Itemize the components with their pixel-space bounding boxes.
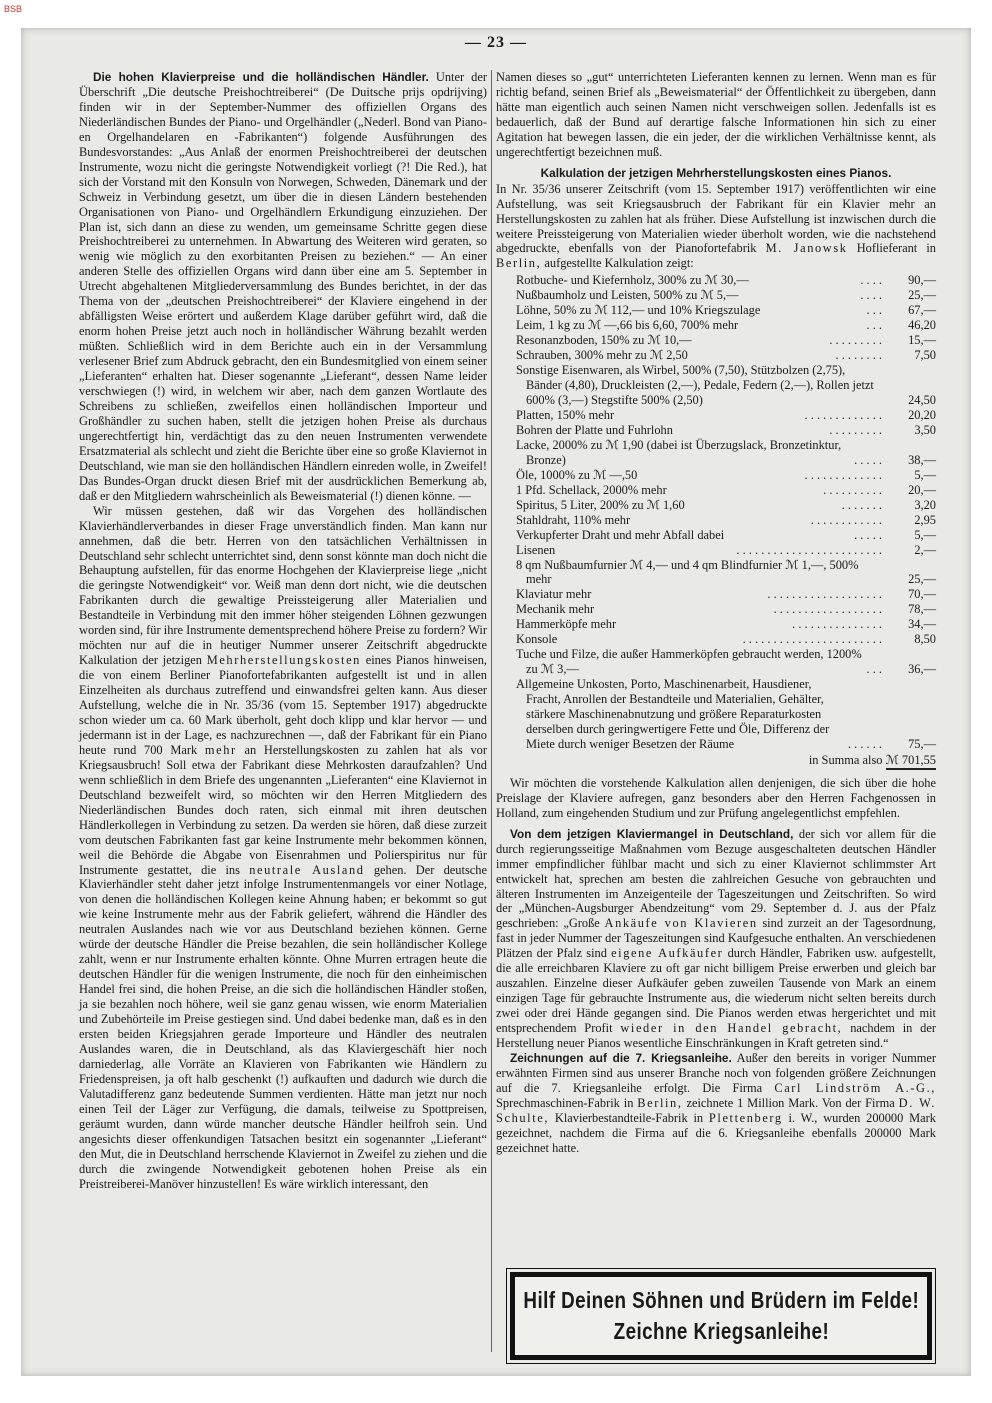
cost-value: 20,20: [908, 407, 936, 422]
cost-label: Schrauben, 300% mehr zu ℳ 2,50: [516, 348, 688, 363]
cost-row: Stahldraht, 110% mehr . . . . . . . . . . . . 2,95: [516, 512, 936, 527]
left-column: [79, 70, 487, 1191]
cost-label: Verkupferter Draht und mehr Abfall dabei: [516, 527, 725, 542]
calculation-intro: [496, 182, 936, 272]
article-heading: Zeichnungen auf die 7. Kriegsanleihe.: [510, 1051, 732, 1065]
total-value: ℳ 701,55: [886, 753, 936, 770]
cost-label: Hammerköpfe mehr: [516, 617, 617, 632]
article-text: Wir müssen gestehen, daß wir das Vorgehen des holländischen Klavierhändlerverbandes in dieser Frage unverständlich finden. Man kann nur annehmen, daß die betr. Herren von den tatsächlichen Verhältnissen in Deutschland sehr schlecht unterrichtet sind, denn sonst könnte man doch nicht die Behauptung aufstellen, für das enorme Hochgehen der Klavierpreise liege „nicht die geringste Notwendigkeit“ vor. Weiß man denn dort nicht, wie die deutschen Fabrikanten durch die gewaltige Preissteigerung aller Materialien und Bestandteile in Verbindung mit den immer höher steigenden Löhnen gezwungen worden sind, für ihre Instrumente dementsprechend höhere Preise zu fordern? Wir möchten nur auf die in heutiger Nummer unserer Zeitschrift abgedruckte Kalkulation der jetzigen: [79, 503, 487, 668]
war-loan-banner: [510, 1272, 932, 1360]
cost-value: 34,—: [908, 617, 936, 632]
article-paragraph: [79, 504, 487, 1192]
cost-row: Klaviatur mehr . . . . . . . . . . . . . . . . . . . 70,—: [516, 587, 936, 602]
cost-value: 3,50: [914, 422, 936, 437]
cost-label: Lisenen: [516, 542, 556, 557]
cost-value: 90,—: [908, 273, 936, 288]
cost-label: Lacke, 2000% zu ℳ 1,90 (dabei ist Überzugslack, Bronzetinktur, Bronze): [516, 437, 842, 467]
cost-row: Allgemeine Unkosten, Porto, Maschinenarbeit, Hausdiener, Fracht, Anrollen der Bestandteile und Materialien, Gehälter, stärkere Maschinenabnutzung und größere Reparaturkosten derselben durch geringwertigere Fette und Öle, Differenz der Miete durch weniger Besetzen der Räume . . . . . . 75,—: [516, 677, 936, 751]
calculation-recommendation: Wir möchten die vorstehende Kalkulation allen denjenigen, die sich über die hohe Preislage der Klaviere aufregen, ganz besonders aber den Herren Fachgenossen in Holland, zum eingehenden Studium und zur Prüfung angelegentlichst empfehlen.: [496, 775, 936, 820]
article-text: eines Pianos hinweisen, die von einem Berliner Pianofortefabrikanten aufgestellt ist und in allen Einzelheiten als durchaus zutreffend und einwandsfrei gelten kann. Aus dieser Aufstellung, welche die in Nr. 35/36 (vom 15. September 1917) abgedruckte schon wieder um ca. 60 Mark überholt, geht doch klipp und klar hervor — und jedermann ist in der Lage, es nachzurechnen —, daß der Fabrikant für ein Piano heute rund 700 Mark: [79, 653, 487, 757]
cost-value: 78,—: [908, 602, 936, 617]
manufacturer-name: M. Janowsk: [765, 241, 848, 256]
city-name: Berlin,: [637, 1095, 683, 1110]
banner-line-1: Hilf Deinen Söhnen und Brüdern im Felde!: [523, 1287, 919, 1313]
banner-line-2: Zeichne Kriegsanleihe!: [613, 1318, 829, 1344]
cost-label: Rotbuche- und Kiefernholz, 300% zu ℳ 30,—: [516, 273, 749, 288]
cost-value: 25,—: [908, 572, 936, 587]
cost-label: Stahldraht, 110% mehr: [516, 512, 631, 527]
cost-row: [516, 558, 936, 588]
cost-label: Resonanzboden, 150% zu ℳ 10,—: [516, 333, 692, 348]
article-text: i. W., wurden 200000 Mark gezeichnet, nachdem die Firma auf die 6. Kriegsanleihe ebenfalls 200000 Mark gezeichnet hatte.: [496, 1110, 936, 1155]
cost-row: Verkupferter Draht und mehr Abfall dabei . . . . . 5,—: [516, 527, 936, 542]
cost-label: 8 qm Nußbaumfurnier ℳ 4,— und 4 qm Blindfurnier ℳ 1,—, 500% mehr: [516, 557, 859, 587]
article-text: durch Händler, Fabriken usw. aufgestellt, die alle erreichbaren Klaviere zu oft gar nicht billigem Preise erwerben und gleich bar auszahlen. Einzelne dieser Aufkäufer geben zuweilen Tausende von Mark an einem einzigen Tage für gebrauchte Instrumente aus, die wiederum nicht selten bereits durch zwei oder drei Hände gegangen sind. Die Pianos werden etwas hergerichtet und mit entsprechendem Profit: [496, 946, 936, 1036]
article-text: der sich vor allem für die durch regierungsseitige Maßnahmen vom Bezuge ausgeschalteten deutschen Händler immer empfindlicher fühlbar macht und sich zu einer Klaviernot schlimmster Art entwickelt hat, sprechen am besten die zahlreichen Gesuche von gebrauchten und älteren Instrumenten im Anzeigenteile der Tageszeitungen und Zeitschriften. So wird der „München-Augsburger Abendzeitung“ vom 29. September d. J. aus der Pfalz geschrieben: „Große: [496, 826, 936, 931]
cost-label: Mechanik mehr: [516, 602, 595, 617]
cost-label: Öle, 1000% zu ℳ —,50: [516, 467, 638, 482]
firm-name: D. W. Schulte,: [496, 1095, 936, 1125]
article-text: Hoflieferant in: [856, 241, 936, 256]
emphasized-text: Ankäufe von Klavieren: [604, 916, 758, 931]
cost-row: Löhne, 50% zu ℳ 112,— und 10% Kriegszulage . . . 67,—: [516, 303, 936, 318]
cost-value: 7,50: [914, 348, 936, 363]
article-text: nachdem in der Herstellung neuer Pianos wesentliche Einschränkungen in Kraft getreten sind.“: [496, 1021, 936, 1051]
article-text: sind zurzeit an der Tagesordnung, fast in jeder Nummer der Tageszeitungen sind Kaufgesuche enthalten. An verschiedenen Plätzen der Pfalz sind: [496, 916, 936, 961]
article-continuation: Namen dieses so „gut“ unterrichteten Lieferanten kennen zu lernen. Wenn man es für richtig befand, seinen Brief als „Beweismaterial“ der Öffentlichkeit zu übergeben, dann hätte man eigentlich auch seinen Namen nicht verschweigen sollen. Jedenfalls ist es bedauerlich, daß der Bund auf derartige falsche Informationen hin sich zu einer Agitation hat bewegen lassen, die ein jeder, der die wirklichen Verhältnisse kennt, als ungerechtfertigt bezeichnen muß.: [496, 70, 936, 159]
article-heading: Von dem jetzigen Klaviermangel in Deutschland,: [510, 826, 794, 841]
cost-value: 38,—: [908, 452, 936, 467]
cost-value: 46,20: [908, 318, 936, 333]
cost-value: 20,—: [908, 482, 936, 497]
article-kriegsanleihe: [496, 1051, 936, 1156]
cost-label: Allgemeine Unkosten, Porto, Maschinenarbeit, Hausdiener, Fracht, Anrollen der Bestandteile und Materialien, Gehälter, stärkere Maschinenabnutzung und größere Reparaturkosten derselben durch geringwertigere Fette und Öle, Differenz der Miete durch weniger Besetzen der Räume: [516, 677, 830, 751]
article-klavierpreise: [79, 70, 487, 504]
cost-row: Mechanik mehr . . . . . . . . . . . . . . . . . . 78,—: [516, 602, 936, 617]
cost-label: 1 Pfd. Schellack, 2000% mehr: [516, 482, 667, 497]
article-text: aufgestellte Kalkulation zeigt:: [544, 256, 694, 271]
cost-row: Leim, 1 kg zu ℳ —,66 bis 6,60, 700% mehr . . . 46,20: [516, 318, 936, 333]
cost-value: 5,—: [914, 467, 936, 482]
article-text: Unter der Überschrift „Die deutsche Preishochtreiberei“ (De Duitsche prijs opdrijving) finden wir in der September-Nummer des offiziellen Organs des Niederländischen Bundes der Piano- und Orgelhändler („Nederl. Bond van Piano- en Orgelhandelaren en -Fabrikanten“) folgende Ausführungen des Bundesvorstandes: „Aus Anlaß der enormen Preishochtreiberei der deutschen Instrumente, wozu nicht die geringste Notwendigkeit vorliegt (?! Die Red.), hat sich der Vorstand mit den Konsuln von Norwegen, Schweden, Dänemark und der Schweiz in Verbindung gesetzt, um über die in diesen Ländern bestehenden Organisationen von Piano- und Orgelhändlern Erkundigung einzuziehen. Der Plan ist, sich dann an diese zu wenden, um gemeinsame Schritte gegen diese Preishochtreiberei zu unternehmen. In Abwartung des Weiteren wird geraten, so wenig wie möglich zu den exorbitanten Preisen zu beziehen.“ — An einer anderen Stelle des offiziellen Organs wird dann über eine am 5. September in Utrecht abgehaltenen Mitgliederversammlung des Bundes berichtet, in der das Thema von der „deutschen Preishochtreiberei“ der Klaviere eingehend in der abfälligsten Weise erörtert und außerdem Klage darüber geführt wird, daß die enorm hohen Preise jetzt auch noch in holländischer Währung bezahlt werden müßten. Schließlich wird in dem Berichte auch ein in der Versammlung verlesener Brief zum Abdruck gebracht, den ein Bundesmitglied von einem seiner „Lieferanten“ erhalten hat. Dieser sogenannte „Lieferant“, dessen Name leider verschwiegen (!) wird, in welchem wir aber, nach dem ganzen Wortlaute des Schreibens zu schließen, zweifellos einen holländischen Importeur und Großhändler zu suchen haben, stellt die jetzigen hohen Preise als durchaus ungerechtfertigt hin, verdächtigt das zu den neuen Instrumenten verwendete Ersatzmaterial als schlecht und zieht die Berichte über eine so große Klaviernot in Deutschland, wie man sie den holländischen Händlern einreden wolle, in Zweifel! Das Bundes-Organ druckt diesen Brief mit der ausdrücklichen Bemerkung ab, daß er den Mitgliedern wahrscheinlich als Beweismaterial (!) dienen könne. —: [79, 70, 487, 503]
emphasized-text: eigene Aufkäufer: [611, 946, 724, 961]
article-text: an Herstellungskosten zu zahlen hat als vor Kriegsausbruch! Soll etwa der Fabrikant diese Mehrkosten daraufzahlen? Und wenn schließlich in dem Briefe des ungenannten „Lieferanten“ eine Klaviernot in Deutschland bezweifelt wird, so möchten wir den Herren Mitgliedern des Niederländischen Bundes doch raten, sich einmal mit ihren deutschen Händlerkollegen in Verbindung zu setzen. Da werden sie hören, daß diese zurzeit vom deutschen Fabrikanten fast gar keine Instrumente mehr bekommen können, weil die Behörde die Abgabe von Eisenrahmen und Polierspiritus nur für Instrumente gestattet, die ins: [79, 742, 487, 877]
cost-value: 75,—: [908, 736, 936, 751]
article-text: Sprechmaschinen-Fabrik in: [496, 1095, 634, 1110]
article-text: In Nr. 35/36 unserer Zeitschrift (vom 15. September 1917) veröffentlichten wir eine Aufstellung, was seit Kriegsausbruch der Fabrikant für ein Klavier mehr an Herstellungskosten zu zahlen hat als früher. Diese Aufstellung ist inzwischen durch die weitere Preissteigerung von Materialien wieder überholt worden, wie die nachstehend abgedruckte, ebenfalls von der Pianofortefabrik: [496, 181, 936, 256]
emphasized-text: wieder in den Handel gebracht,: [620, 1021, 843, 1036]
cost-row: Schrauben, 300% mehr zu ℳ 2,50 . . . . . . . . 7,50: [516, 348, 936, 363]
cost-row: 1 Pfd. Schellack, 2000% mehr . . . . . . . . . . 20,—: [516, 482, 936, 497]
cost-value: 36,—: [908, 662, 936, 677]
article-klaviermangel: [496, 827, 936, 1051]
total-label: in Summa also: [808, 752, 883, 767]
emphasized-text: mehr: [204, 742, 237, 757]
cost-value: 3,20: [914, 497, 936, 512]
article-text: gehen. Der deutsche Klavierhändler steht daher jetzt infolge Instrumentenmangels vor einer Notlage, von denen die holländischen Kollegen keine Ahnung haben; er bekommt so gut wie keine Instrumente mehr aus der Fabrik geliefert, während die Händler des neutralen Auslandes nach wie vor aus Deutschland beziehen können. Gerne würde der deutsche Händler die Preise bezahlen, die sein holländischer Kollege zahlt, wenn er nur Instrumente erhalten könnte. Ohne Murren ertragen heute die deutschen Händler für die wenigen Instrumente, die noch für den einheimischen Handel frei sind, die hohen Preise, an die sich die holländischen Händler stoßen, ja sie bezahlen noch höhere, weil sie ganz genau wissen, wie enorm Materialien und Zubehörteile im Preise gestiegen sind. Und dabei bedenke man, daß es in den ersten beiden Kriegsjahren gerade Importeure und Händler des neutralen Auslandes waren, die in Deutschland, als das Klaviergeschäft hier noch darniederlag, alle Vorräte an Klavieren von Fabrikanten wie Händlern zu Friedenspreisen, ja oft halb geschenkt (!) aufkauften und dadurch wie durch die Valutadifferenz ganz bedeutende Summen verdienten. Hätte man jetzt nur noch einen Teil der Läger zur Verfügung, die damals, teilweise zu Spottpreisen, geräumt wurden, dann würde mancher deutsche Händler heilfroh sein. Und angesichts dieser offenkundigen Tatsachen besitzt ein sogenannter „Lieferant“ den Mut, die in Deutschland herrschende Klaviernot in Zweifel zu ziehen und die durch die zwingende Notwendigkeit gebotenen hohen Preise als ein Preistreiberei-Manöver hinzustellen! Es wäre wirklich interessant, den: [79, 862, 487, 1191]
cost-row: Bohren der Platte und Fuhrlohn . . . . . . . . . 3,50: [516, 422, 936, 437]
article-heading: Die hohen Klavierpreise und die holländischen Händler.: [93, 70, 429, 84]
cost-label: Leim, 1 kg zu ℳ —,66 bis 6,60, 700% mehr: [516, 318, 739, 333]
city-name: Berlin,: [496, 256, 542, 271]
cost-value: 2,—: [914, 542, 936, 557]
cost-label: Tuche und Filze, die außer Hammerköpfen gebraucht werden, 1200% zu ℳ 3,—: [516, 647, 862, 677]
cost-label: Löhne, 50% zu ℳ 112,— und 10% Kriegszulage: [516, 303, 761, 318]
cost-row: Resonanzboden, 150% zu ℳ 10,— . . . . . . . . . 15,—: [516, 333, 936, 348]
cost-row: [516, 363, 936, 408]
page-number: — 23 —: [465, 34, 527, 51]
article-text: Außer den bereits in voriger Nummer erwähnten Firmen sind aus unserer Branche noch von folgenden größere Zeichnungen auf die 7. Kriegsanleihe erfolgt. Die Firma: [496, 1051, 936, 1095]
cost-row: Rotbuche- und Kiefernholz, 300% zu ℳ 30,— . . . . 90,—: [516, 273, 936, 288]
cost-value: 8,50: [914, 632, 936, 647]
cost-value: 70,—: [908, 587, 936, 602]
column-divider: [491, 70, 492, 1352]
emphasized-text: Mehrherstellungskosten: [206, 653, 361, 668]
cost-row: Lacke, 2000% zu ℳ 1,90 (dabei ist Überzugslack, Bronzetinktur, Bronze) . . . . . 38,—: [516, 437, 936, 467]
article-text: Klavierbestandteile-Fabrik in: [554, 1110, 704, 1125]
cost-row: Hammerköpfe mehr . . . . . . . . . . . . . . . 34,—: [516, 617, 936, 632]
cost-table: [516, 273, 936, 769]
cost-label: Konsole: [516, 632, 558, 647]
cost-value: 15,—: [908, 333, 936, 348]
cost-row: Spiritus, 5 Liter, 200% zu ℳ 1,60 . . . . . . . 3,20: [516, 497, 936, 512]
cost-row: Platten, 150% mehr . . . . . . . . . . . . . 20,20: [516, 407, 936, 422]
library-stamp: BSB: [4, 4, 23, 14]
cost-label: Bohren der Platte und Fuhrlohn: [516, 422, 673, 437]
cost-value: 2,95: [914, 512, 936, 527]
cost-value: 5,—: [914, 527, 936, 542]
cost-value: 67,—: [908, 303, 936, 318]
cost-row: Lisenen . . . . . . . . . . . . . . . . . . . . . . . . 2,—: [516, 542, 936, 557]
emphasized-text: neutrale Ausland: [249, 862, 365, 877]
city-name: Plettenberg: [708, 1110, 783, 1125]
cost-row: Konsole . . . . . . . . . . . . . . . . . . . . . . . 8,50: [516, 632, 936, 647]
cost-label: Klaviatur mehr: [516, 587, 592, 602]
cost-label: Spiritus, 5 Liter, 200% zu ℳ 1,60: [516, 497, 685, 512]
cost-row: Tuche und Filze, die außer Hammerköpfen gebraucht werden, 1200% zu ℳ 3,— . . . 36,—: [516, 647, 936, 677]
cost-value: 24,50: [908, 393, 936, 408]
cost-label: Platten, 150% mehr: [516, 407, 615, 422]
cost-label: Nußbaumholz und Leisten, 500% zu ℳ 5,—: [516, 288, 739, 303]
firm-name: Carl Lindström A.-G.,: [774, 1080, 937, 1095]
cost-row: Nußbaumholz und Leisten, 500% zu ℳ 5,— . . . . 25,—: [516, 288, 936, 303]
cost-value: 25,—: [908, 288, 936, 303]
cost-total: [516, 753, 936, 770]
cost-label: Sonstige Eisenwaren, als Wirbel, 500% (7,50), Stützbolzen (2,75), Bänder (4,80), Druckleisten (2,—), Pedale, Federn (2,—), Rollen jetzt 600% (3,—) Stegstifte 500% (2,50): [516, 363, 874, 408]
calculation-heading: Kalkulation der jetzigen Mehrherstellungskosten eines Pianos.: [540, 165, 892, 180]
right-column: [496, 70, 936, 1156]
article-text: zeichnete 1 Million Mark. Von der Firma: [686, 1095, 895, 1110]
cost-row: Öle, 1000% zu ℳ —,50 . . . . . . . . . . . . . 5,—: [516, 467, 936, 482]
